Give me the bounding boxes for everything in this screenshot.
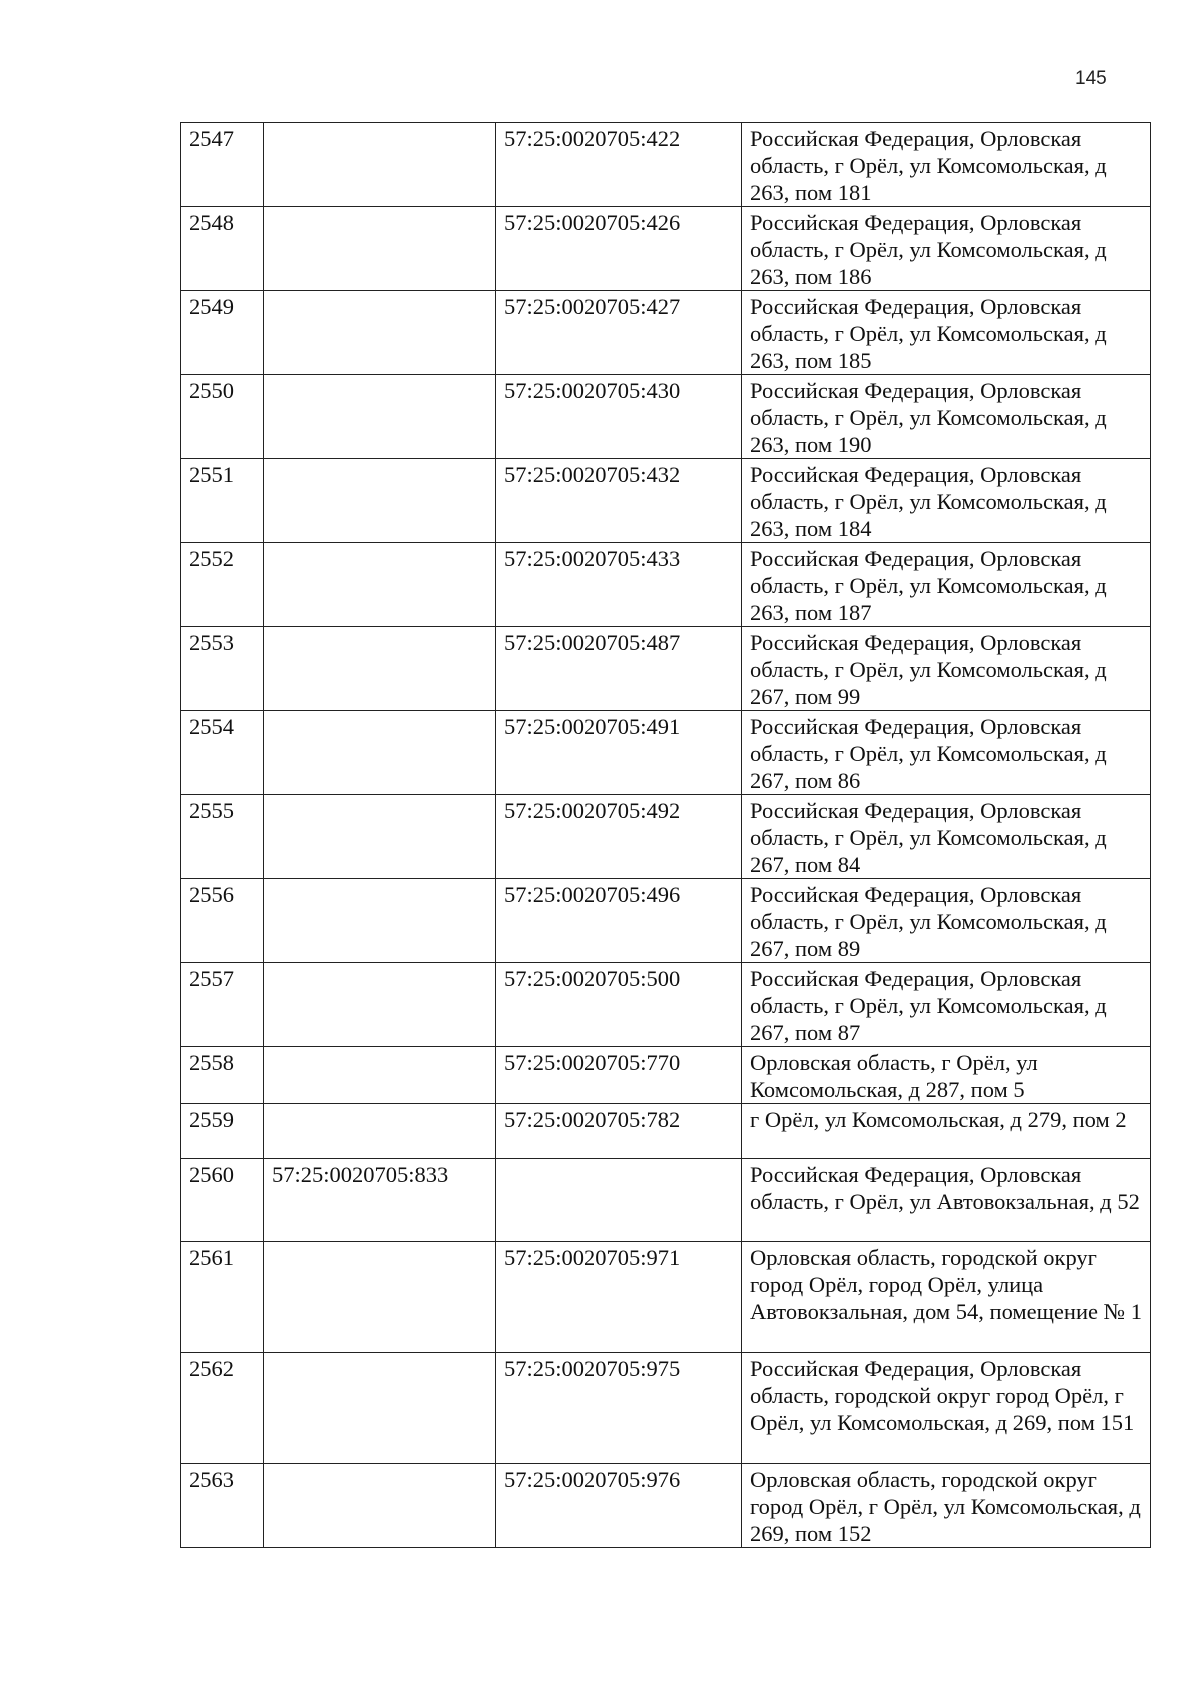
cadastral-number-cell: 57:25:0020705:432 — [496, 459, 742, 543]
row-number-cell: 2557 — [181, 963, 264, 1047]
address-cell: Российская Федерация, Орловская область, г Орёл, ул Комсомольская, д 267, пом 87 — [742, 963, 1151, 1047]
parcel-number-cell — [264, 1104, 496, 1159]
cadastral-number-cell: 57:25:0020705:487 — [496, 627, 742, 711]
parcel-number-cell — [264, 795, 496, 879]
parcel-number-cell — [264, 711, 496, 795]
table-row — [181, 795, 1151, 879]
cadastral-number-cell: 57:25:0020705:427 — [496, 291, 742, 375]
row-number-cell: 2549 — [181, 291, 264, 375]
address-cell: Российская Федерация, Орловская область, г Орёл, ул Комсомольская, д 267, пом 99 — [742, 627, 1151, 711]
registry-table-body — [181, 123, 1151, 1548]
table-row — [181, 1353, 1151, 1464]
row-number-cell: 2548 — [181, 207, 264, 291]
address-cell: Орловская область, городской округ город Орёл, город Орёл, улица Автовокзальная, дом 54, помещение № 1 — [742, 1242, 1151, 1353]
row-number-cell: 2551 — [181, 459, 264, 543]
parcel-number-cell — [264, 1242, 496, 1353]
table-row — [181, 375, 1151, 459]
cadastral-number-cell: 57:25:0020705:976 — [496, 1464, 742, 1548]
address-cell: Российская Федерация, Орловская область, г Орёл, ул Комсомольская, д 267, пом 89 — [742, 879, 1151, 963]
row-number-cell: 2560 — [181, 1159, 264, 1242]
registry-table — [180, 122, 1151, 1548]
address-cell: Орловская область, г Орёл, ул Комсомольская, д 287, пом 5 — [742, 1047, 1151, 1104]
address-cell: Российская Федерация, Орловская область, г Орёл, ул Комсомольская, д 263, пом 187 — [742, 543, 1151, 627]
address-cell: Российская Федерация, Орловская область, г Орёл, ул Комсомольская, д 263, пом 186 — [742, 207, 1151, 291]
cadastral-number-cell: 57:25:0020705:491 — [496, 711, 742, 795]
row-number-cell: 2554 — [181, 711, 264, 795]
cadastral-number-cell: 57:25:0020705:433 — [496, 543, 742, 627]
cadastral-number-cell: 57:25:0020705:492 — [496, 795, 742, 879]
table-row — [181, 1159, 1151, 1242]
row-number-cell: 2552 — [181, 543, 264, 627]
table-row — [181, 1047, 1151, 1104]
address-cell: Российская Федерация, Орловская область, городской округ город Орёл, г Орёл, ул Комсомольская, д 269, пом 151 — [742, 1353, 1151, 1464]
table-row — [181, 1242, 1151, 1353]
address-cell: Российская Федерация, Орловская область, г Орёл, ул Комсомольская, д 263, пом 184 — [742, 459, 1151, 543]
parcel-number-cell: 57:25:0020705:833 — [264, 1159, 496, 1242]
address-cell: Российская Федерация, Орловская область, г Орёл, ул Комсомольская, д 263, пом 181 — [742, 123, 1151, 207]
parcel-number-cell — [264, 879, 496, 963]
row-number-cell: 2556 — [181, 879, 264, 963]
row-number-cell: 2550 — [181, 375, 264, 459]
row-number-cell: 2555 — [181, 795, 264, 879]
address-cell: Орловская область, городской округ город Орёл, г Орёл, ул Комсомольская, д 269, пом 152 — [742, 1464, 1151, 1548]
row-number-cell: 2561 — [181, 1242, 264, 1353]
table-row — [181, 291, 1151, 375]
address-cell: Российская Федерация, Орловская область, г Орёл, ул Автовокзальная, д 52 — [742, 1159, 1151, 1242]
parcel-number-cell — [264, 123, 496, 207]
address-cell: Российская Федерация, Орловская область, г Орёл, ул Комсомольская, д 267, пом 84 — [742, 795, 1151, 879]
cadastral-number-cell — [496, 1159, 742, 1242]
parcel-number-cell — [264, 627, 496, 711]
row-number-cell: 2547 — [181, 123, 264, 207]
cadastral-number-cell: 57:25:0020705:430 — [496, 375, 742, 459]
address-cell: г Орёл, ул Комсомольская, д 279, пом 2 — [742, 1104, 1151, 1159]
table-row — [181, 207, 1151, 291]
row-number-cell: 2558 — [181, 1047, 264, 1104]
parcel-number-cell — [264, 1464, 496, 1548]
parcel-number-cell — [264, 1353, 496, 1464]
cadastral-number-cell: 57:25:0020705:496 — [496, 879, 742, 963]
table-row — [181, 459, 1151, 543]
parcel-number-cell — [264, 543, 496, 627]
cadastral-number-cell: 57:25:0020705:770 — [496, 1047, 742, 1104]
address-cell: Российская Федерация, Орловская область, г Орёл, ул Комсомольская, д 263, пом 190 — [742, 375, 1151, 459]
table-row — [181, 543, 1151, 627]
cadastral-number-cell: 57:25:0020705:971 — [496, 1242, 742, 1353]
cadastral-number-cell: 57:25:0020705:782 — [496, 1104, 742, 1159]
table-row — [181, 963, 1151, 1047]
address-cell: Российская Федерация, Орловская область, г Орёл, ул Комсомольская, д 263, пом 185 — [742, 291, 1151, 375]
table-row — [181, 711, 1151, 795]
row-number-cell: 2559 — [181, 1104, 264, 1159]
address-cell: Российская Федерация, Орловская область, г Орёл, ул Комсомольская, д 267, пом 86 — [742, 711, 1151, 795]
table-row — [181, 627, 1151, 711]
row-number-cell: 2563 — [181, 1464, 264, 1548]
cadastral-number-cell: 57:25:0020705:426 — [496, 207, 742, 291]
cadastral-number-cell: 57:25:0020705:500 — [496, 963, 742, 1047]
page-number: 145 — [1075, 68, 1107, 89]
table-row — [181, 1464, 1151, 1548]
parcel-number-cell — [264, 291, 496, 375]
table-row — [181, 123, 1151, 207]
row-number-cell: 2553 — [181, 627, 264, 711]
row-number-cell: 2562 — [181, 1353, 264, 1464]
parcel-number-cell — [264, 963, 496, 1047]
cadastral-number-cell: 57:25:0020705:422 — [496, 123, 742, 207]
table-row — [181, 1104, 1151, 1159]
parcel-number-cell — [264, 1047, 496, 1104]
parcel-number-cell — [264, 375, 496, 459]
parcel-number-cell — [264, 459, 496, 543]
cadastral-number-cell: 57:25:0020705:975 — [496, 1353, 742, 1464]
table-row — [181, 879, 1151, 963]
parcel-number-cell — [264, 207, 496, 291]
